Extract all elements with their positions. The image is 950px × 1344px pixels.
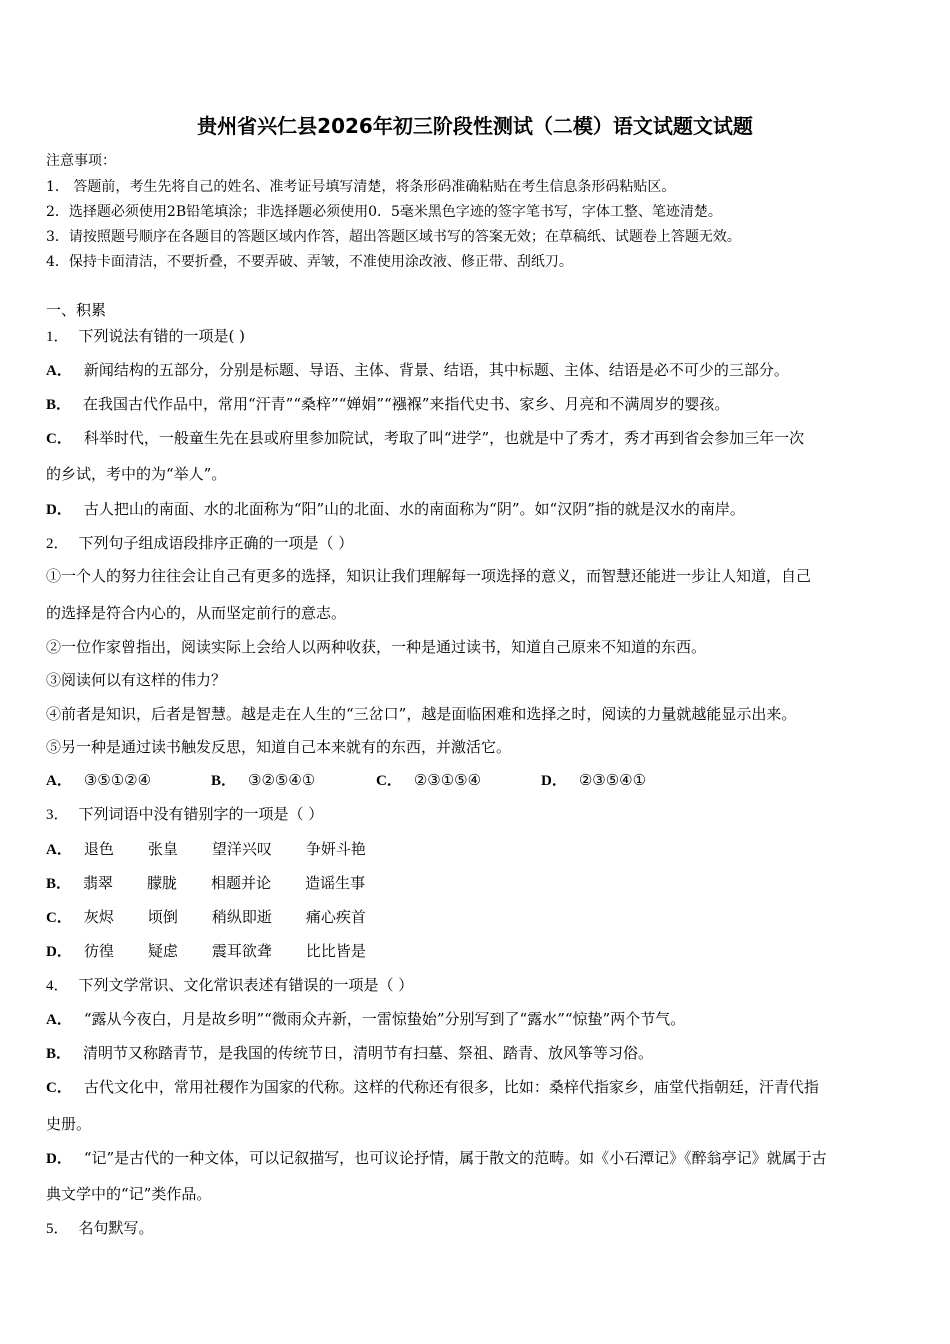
section-heading: 一、积累 <box>46 301 107 319</box>
option-label: D． <box>46 502 72 518</box>
option-label: B． <box>46 876 72 892</box>
word: 朦胧 <box>147 874 178 892</box>
word: 灰烬 <box>83 908 114 926</box>
word: 争妍斗艳 <box>305 840 366 858</box>
notice-item-4: 4．保持卡面清洁，不要折叠，不要弄破、弄皱，不准使用涂改液、修正带、刮纸刀。 <box>46 254 573 270</box>
question-number: 4． <box>46 978 69 994</box>
option-label: D． <box>46 1151 72 1167</box>
option-label: A． <box>46 773 72 789</box>
option-text: “露从今夜白，月是故乡明”“微雨众卉新，一雷惊蛰始”分别写到了“露水”“惊蛰”两个节气。 <box>83 1010 686 1028</box>
question-number: 1． <box>46 329 69 345</box>
option-text: 古代文化中，常用社稷作为国家的代称。这样的代称还有很多，比如：桑梓代指家乡，庙堂代指朝廷，汗青代指 <box>83 1078 819 1096</box>
q3-option-a <box>46 839 400 860</box>
question-text: 下列词语中没有错别字的一项是（ ） <box>78 805 324 823</box>
option-label: A． <box>46 842 72 858</box>
word: 张皇 <box>147 840 178 858</box>
question-text: 下列文学常识、文化常识表述有错误的一项是（ ） <box>78 976 414 994</box>
word: 退色 <box>83 840 114 858</box>
option-text: 新闻结构的五部分，分别是标题、导语、主体、背景、结语，其中标题、主体、结语是必不可少的三部分。 <box>83 361 789 379</box>
q2-sentence-1-continued: 的选择是符合内心的，从而坚定前行的意志。 <box>46 604 347 622</box>
q2-option-c <box>376 770 541 791</box>
option-label: A． <box>46 1012 72 1028</box>
notice-heading: 注意事项： <box>46 153 116 169</box>
word: 翡翠 <box>83 874 114 892</box>
q3-option-d <box>46 941 400 962</box>
q2-sentence-2: ②一位作家曾指出，阅读实际上会给人以两种收获，一种是通过读书，知道自己原来不知道的东西。 <box>46 638 707 656</box>
option-label: C． <box>46 910 72 926</box>
question-number: 3． <box>46 807 69 823</box>
q4-option-d <box>46 1148 827 1169</box>
option-text: 科举时代，一般童生先在县或府里参加院试，考取了叫“进学”，也就是中了秀才，秀才再到省会参加三年一次 <box>83 429 805 447</box>
question-4-stem <box>46 975 413 996</box>
q2-option-b <box>211 770 376 791</box>
option-text: “记”是古代的一种文体，可以记叙描写，也可议论抒情，属于散文的范畴。如《小石潭记》《醉翁亭记》就属于古 <box>83 1149 827 1167</box>
question-text: 名句默写。 <box>78 1219 154 1237</box>
word: 疑虑 <box>147 942 178 960</box>
q4-option-a <box>46 1009 685 1030</box>
question-3-stem <box>46 804 323 825</box>
option-label: B． <box>46 397 72 413</box>
q4-option-d-continued: 典文学中的“记”类作品。 <box>46 1185 212 1203</box>
q2-sentence-5: ⑤另一种是通过读书触发反思，知道自己本来就有的东西，并激活它。 <box>46 738 512 756</box>
word: 震耳欲聋 <box>211 942 272 960</box>
q1-option-d <box>46 499 745 520</box>
word: 痛心疾首 <box>305 908 366 926</box>
question-number: 2． <box>46 536 69 552</box>
word: 造谣生事 <box>305 874 366 892</box>
option-text: 在我国古代作品中，常用“汗青”“桑梓”“婵娟”“襁褓”来指代史书、家乡、月亮和不满周岁的婴孩。 <box>83 395 730 413</box>
q2-sentence-4: ④前者是知识，后者是智慧。越是走在人生的“三岔口”，越是面临困难和选择之时，阅读的力量就越能显示出来。 <box>46 705 797 723</box>
option-label: C． <box>46 1080 72 1096</box>
q2-sentence-1: ①一个人的努力往往会让自己有更多的选择，知识让我们理解每一项选择的意义，而智慧还能进一步让人知道，自己 <box>46 567 812 585</box>
q1-option-c-continued: 的乡试，考中的为“举人”。 <box>46 465 227 483</box>
notice-item-2: 2．选择题必须使用2B铅笔填涂；非选择题必须使用0．5毫米黑色字迹的签字笔书写，字体工整、笔迹清楚。 <box>46 204 722 220</box>
option-text: ②③⑤④① <box>578 771 647 789</box>
option-text: 清明节又称踏青节，是我国的传统节日，清明节有扫墓、祭祖、踏青、放风筝等习俗。 <box>83 1044 654 1062</box>
option-text: ③②⑤④① <box>248 771 316 789</box>
option-label: D． <box>541 773 567 789</box>
word: 望洋兴叹 <box>211 840 272 858</box>
question-5-stem <box>46 1218 154 1239</box>
option-text: 古人把山的南面、水的北面称为“阳”山的北面、水的南面称为“阴”。如“汉阴”指的就是汉水的南岸。 <box>83 500 745 518</box>
notice-item-3: 3．请按照题号顺序在各题目的答题区域内作答，超出答题区域书写的答案无效；在草稿纸、试题卷上答题无效。 <box>46 229 741 245</box>
option-label: B． <box>46 1046 72 1062</box>
option-label: A． <box>46 363 72 379</box>
page-title: 贵州省兴仁县2026年初三阶段性测试（二模）语文试题文试题 <box>197 114 753 138</box>
q1-option-b <box>46 394 729 415</box>
question-1-stem <box>46 326 245 347</box>
q3-option-c <box>46 907 400 928</box>
option-label: D． <box>46 944 72 960</box>
question-text: 下列说法有错的一项是( ) <box>78 327 245 345</box>
question-2-stem <box>46 533 353 554</box>
q4-option-b <box>46 1043 653 1064</box>
option-label: C． <box>46 431 72 447</box>
option-label: C． <box>376 773 402 789</box>
option-label: B． <box>211 773 237 789</box>
q2-options <box>46 770 706 791</box>
q4-option-c-continued: 史册。 <box>46 1115 92 1133</box>
word: 彷徨 <box>83 942 114 960</box>
option-text: ③⑤①②④ <box>83 771 152 789</box>
q2-option-d <box>541 770 706 791</box>
question-number: 5． <box>46 1221 69 1237</box>
word: 相题并论 <box>211 874 272 892</box>
option-text: ②③①⑤④ <box>413 771 482 789</box>
notice-item-1: 1． 答题前，考生先将自己的姓名、准考证号填写清楚，将条形码准确粘贴在考生信息条形码粘贴区。 <box>46 179 676 195</box>
q4-option-c <box>46 1077 819 1098</box>
word: 比比皆是 <box>305 942 366 960</box>
q2-sentence-3: ③阅读何以有这样的伟力？ <box>46 671 227 689</box>
q1-option-c <box>46 428 804 449</box>
question-text: 下列句子组成语段排序正确的一项是（ ） <box>78 534 354 552</box>
q1-option-a <box>46 360 789 381</box>
q2-option-a <box>46 770 211 791</box>
word: 顷倒 <box>147 908 178 926</box>
word: 稍纵即逝 <box>211 908 272 926</box>
q3-option-b <box>46 873 399 894</box>
